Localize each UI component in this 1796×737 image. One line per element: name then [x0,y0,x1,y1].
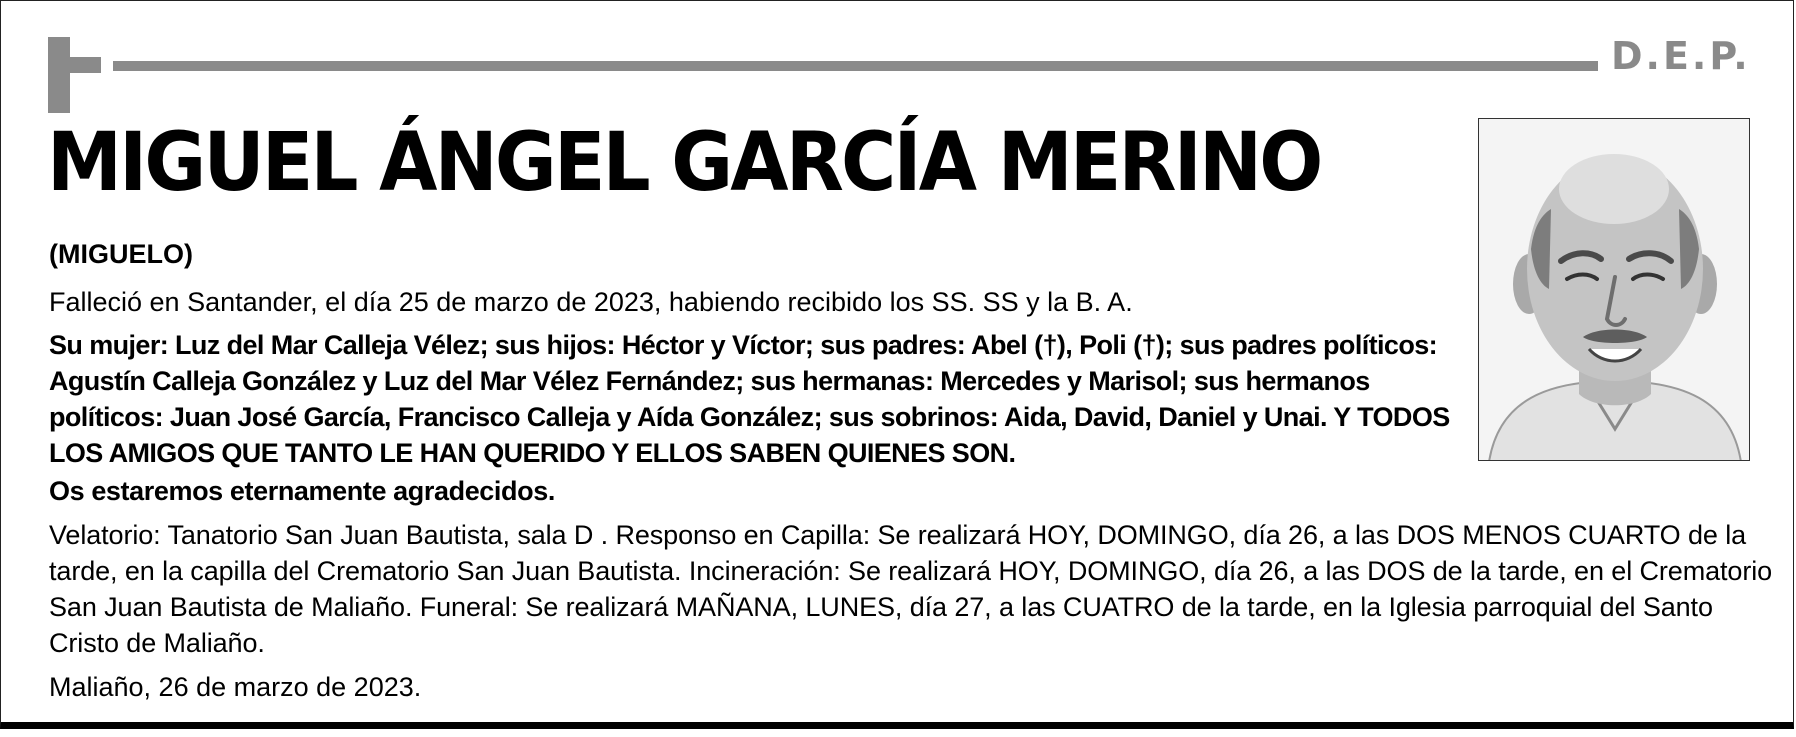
thanks-line: Os estaremos eternamente agradecidos. [49,476,555,506]
death-notice: Falleció en Santander, el día 25 de marzo de 2023, habiendo recibido los SS. SS y la B. A. [49,287,1133,317]
family-list: Su mujer: Luz del Mar Calleja Vélez; sus hijos: Héctor y Víctor; sus padres: Abel (†), Poli (†); sus padres políticos: Agustín Calleja González y Luz del Mar Vélez Fernández; sus hermanas: Mercedes y Marisol; sus hermanos políticos: Juan José García, Francisco Calleja y Aída González; sus sobrinos: Aida, David, Daniel y Unai. Y TODOS LOS AMIGOS QUE TANTO LE HAN QUERIDO Y ELLOS SABEN QUIENES SON. [49,330,1450,468]
dateline: Maliaño, 26 de marzo de 2023. [49,672,422,702]
services-info: Velatorio: Tanatorio San Juan Bautista, sala D . Responso en Capilla: Se realizará HOY, DOMINGO, día 26, a las DOS MENOS CUARTO de la tarde, en la capilla del Crematorio San Juan Bautista. Incineración: Se realizará HOY, DOMINGO, día 26, a las DOS de la tarde, en el Crematorio San Juan Bautista de Maliaño. Funeral: Se realizará MAÑANA, LUNES, día 27, a las CUATRO de la tarde, en la Iglesia parroquial del Santo Cristo de Maliaño. [49,520,1773,658]
portrait-illustration [1479,119,1750,461]
cross-icon [48,37,70,113]
deceased-name: MIGUEL ÁNGEL GARCÍA MERINO [47,116,1321,210]
dep-label: D.E.P. [1611,34,1751,78]
portrait-photo [1478,118,1750,461]
deceased-nickname: (MIGUELO) [49,239,193,269]
cross-icon-arm [48,57,101,73]
header-rule [113,61,1598,71]
